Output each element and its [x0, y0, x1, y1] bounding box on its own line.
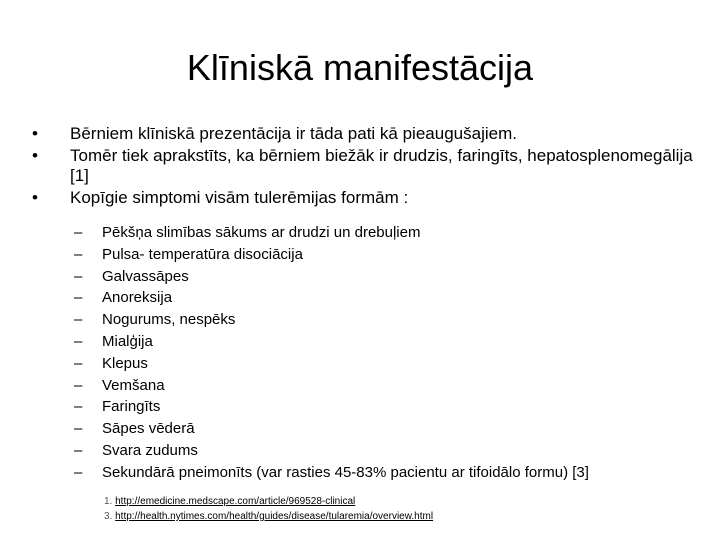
symptom-item — [74, 440, 704, 462]
bullet-icon: • — [32, 146, 38, 165]
symptom-list — [74, 222, 704, 484]
bullet-item — [28, 124, 708, 144]
symptom-item — [74, 309, 704, 331]
dash-icon: – — [74, 289, 83, 307]
dash-icon: – — [74, 311, 83, 329]
reference-item — [104, 509, 433, 524]
bullet-list — [28, 124, 708, 210]
bullet-item — [28, 188, 708, 208]
symptom-text: Pēkšņa slimības sākums ar drudzi un drebuļiem — [102, 224, 421, 241]
reference-item — [104, 494, 433, 509]
references — [104, 494, 433, 524]
bullet-item — [28, 146, 708, 186]
symptom-item — [74, 331, 704, 353]
reference-number: 3. — [104, 511, 113, 522]
symptom-text: Galvassāpes — [102, 267, 189, 285]
dash-icon: – — [74, 376, 83, 394]
dash-icon: – — [74, 224, 83, 241]
dash-icon: – — [74, 420, 83, 438]
symptom-text: Nogurums, nespēks — [102, 311, 236, 329]
symptom-text: Mialģija — [102, 332, 153, 350]
symptom-text: Pulsa- temperatūra disociācija — [102, 245, 303, 263]
symptom-text: Vemšana — [102, 376, 165, 394]
dash-icon: – — [74, 267, 83, 285]
reference-link[interactable]: http://emedicine.medscape.com/article/969528-clinical — [115, 496, 356, 507]
reference-link[interactable]: http://health.nytimes.com/health/guides/disease/tularemia/overview.html — [115, 511, 434, 522]
symptom-text: Anoreksija — [102, 289, 173, 307]
dash-icon: – — [74, 398, 83, 416]
dash-icon: – — [74, 441, 83, 459]
dash-icon: – — [74, 354, 83, 372]
symptom-item — [74, 222, 704, 244]
symptom-item — [74, 396, 704, 418]
symptom-item — [74, 266, 704, 288]
symptom-item — [74, 244, 704, 266]
symptom-text: Sāpes vēderā — [102, 420, 195, 438]
dash-icon: – — [74, 245, 83, 263]
slide-title: Klīniskā manifestācija — [186, 47, 534, 88]
reference-number: 1. — [104, 496, 113, 507]
dash-icon: – — [74, 463, 83, 481]
bullet-icon: • — [32, 188, 38, 207]
symptom-item — [74, 462, 704, 484]
bullet-text: Bērniem klīniskā prezentācija ir tāda pati kā pieaugušajiem. — [70, 124, 517, 143]
symptom-item — [74, 375, 704, 397]
symptom-text: Faringīts — [102, 398, 161, 416]
bullet-text: Kopīgie simptomi visām tulerēmijas formām : — [70, 188, 409, 207]
dash-icon: – — [74, 332, 83, 350]
symptom-item — [74, 287, 704, 309]
symptom-text: Sekundārā pneimonīts (var rasties 45-83% pacientu ar tifoidālo formu) [3] — [102, 463, 589, 481]
bullet-text: Tomēr tiek aprakstīts, ka bērniem biežāk ir drudzis, faringīts, hepatosplenomegālija [1] — [70, 146, 693, 185]
symptom-text: Svara zudums — [102, 441, 198, 459]
symptom-item — [74, 418, 704, 440]
symptom-text: Klepus — [102, 354, 148, 372]
bullet-icon: • — [32, 124, 38, 143]
symptom-item — [74, 353, 704, 375]
